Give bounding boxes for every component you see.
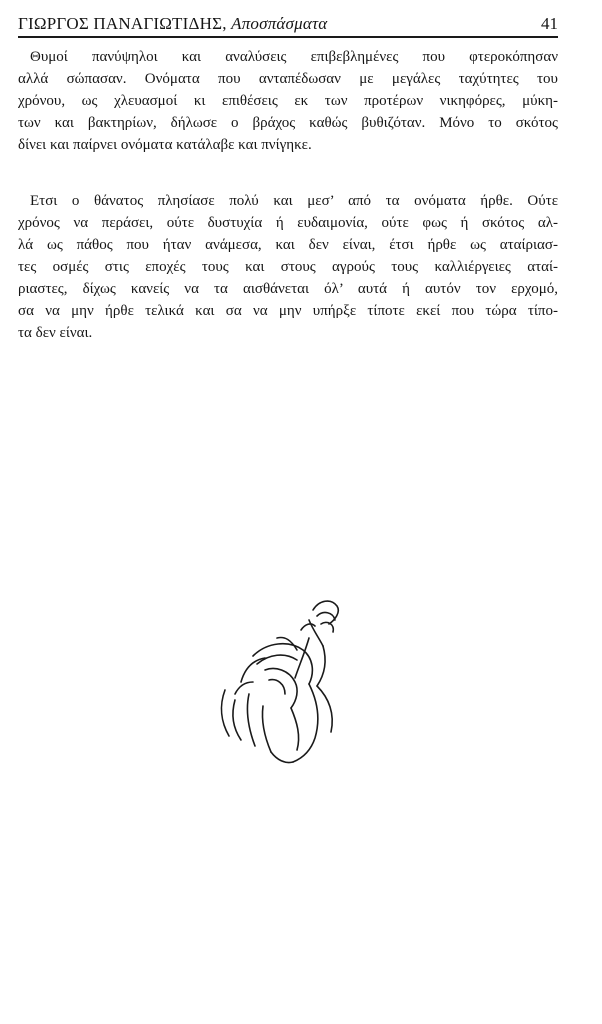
paragraph-1 — [18, 46, 558, 156]
paragraph-line: χρόνος να περάσει, ούτε δυστυχία ή ευδαιμονία, ούτε φως ή σκότος αλ- — [18, 215, 558, 231]
paragraph-2 — [18, 190, 558, 344]
paragraph-line: σα να μην ήρθε τελικά και σα να μην υπήρξε τίποτε εκεί που τώρα τίπο- — [18, 303, 558, 319]
paragraph-line: τες οσμές στις εποχές τους και στους αγρούς τους καλλιέργειες αταί- — [18, 259, 558, 275]
paragraph-line: χρόνου, ως χλευασμοί κι επιθέσεις εκ των προτέρων νικηφόρες, μύκη- — [18, 93, 558, 109]
paragraph-line: δίνει και παίρνει ονόματα κατάλαβε και πνίγηκε. — [18, 137, 312, 153]
paragraph-line: των και βακτηρίων, δήλωσε ο βράχος καθώς βυθιζόταν. Μόνο το σκότος — [18, 115, 558, 131]
page-number: 41 — [541, 14, 558, 33]
paragraph-line: αλλά σώπασαν. Ονόματα που ανταπέδωσαν με μεγάλες ταχύτητες του — [18, 71, 558, 87]
line-drawing-figure-icon — [205, 590, 365, 830]
book-title: Αποσπάσματα — [231, 14, 328, 33]
paragraph-line: Ετσι ο θάνατος πλησίασε πολύ και μεσ’ από τα ονόματα ήρθε. Ούτε — [30, 193, 558, 209]
paragraph-line: λά ως πάθος που ήταν ανάμεσα, και δεν είναι, έτσι ήρθε ως αταίριασ- — [18, 237, 558, 253]
running-head — [18, 10, 558, 38]
paragraph-line: Θυμοί πανύψηλοι και αναλύσεις επιβεβλημένες που φτεροκόπησαν — [30, 49, 558, 65]
paragraph-line: ριαστες, δίχως κανείς να τα αισθάνεται όλ’ αυτά ή αυτόν τον ερχομό, — [18, 281, 558, 297]
running-head-author — [18, 14, 327, 34]
author-name: ΓΙΩΡΓΟΣ ΠΑΝΑΓΙΩΤΙΔΗΣ, — [18, 14, 227, 33]
paragraph-line: τα δεν είναι. — [18, 325, 93, 341]
